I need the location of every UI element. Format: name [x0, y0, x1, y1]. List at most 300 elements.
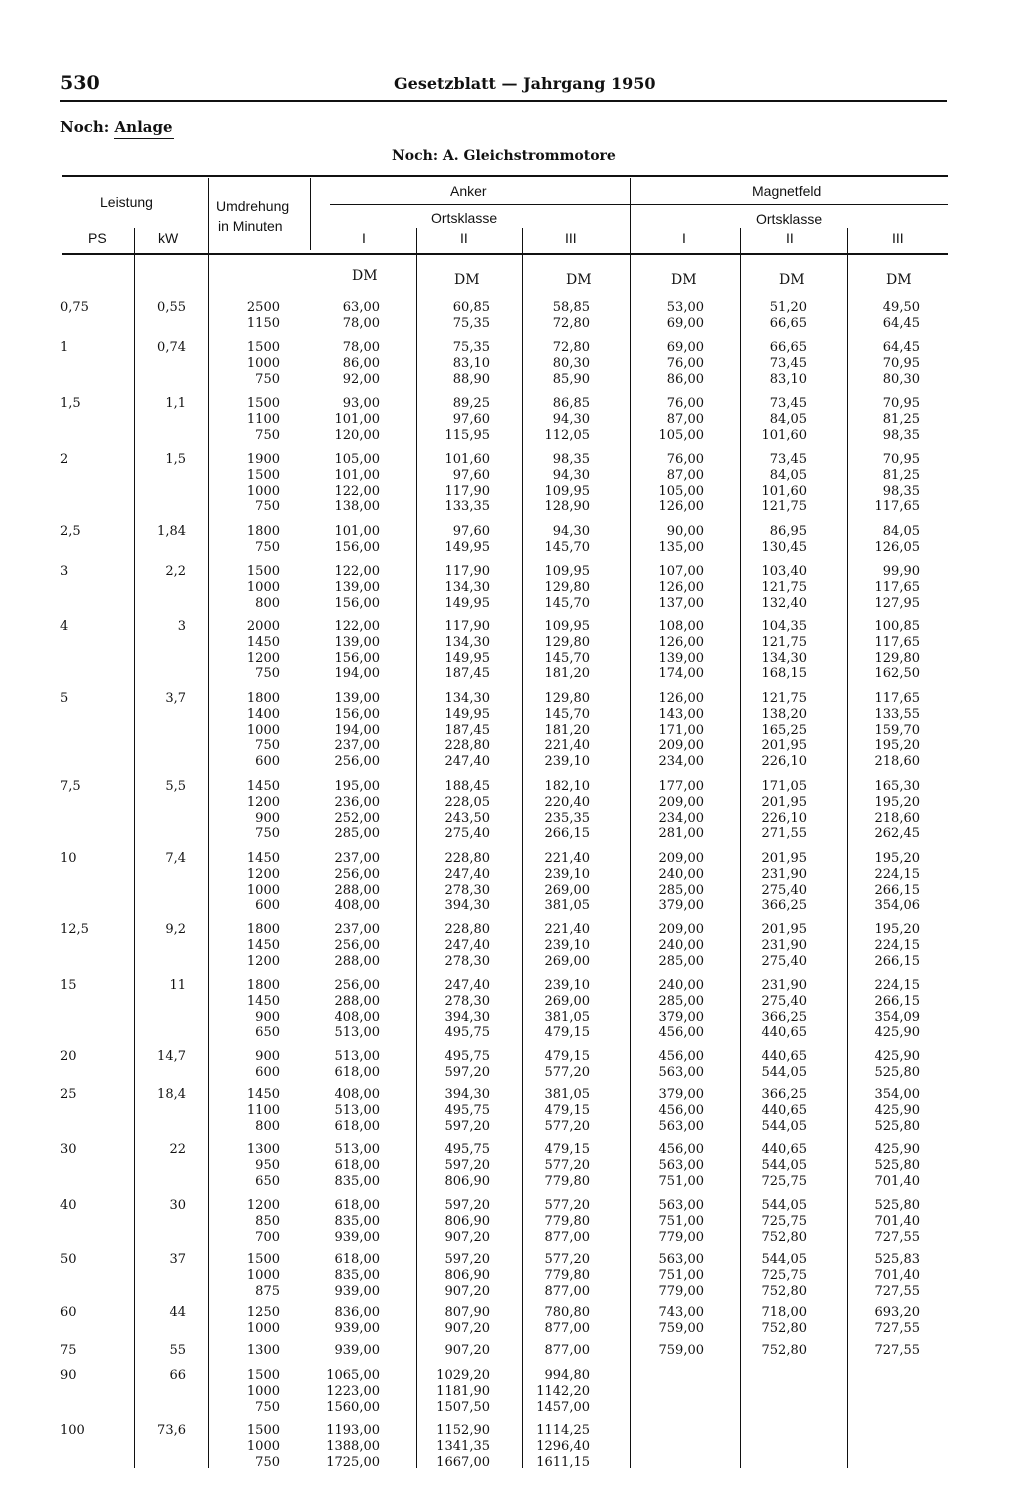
- anker-class-i-price: 256,00: [334, 866, 380, 882]
- anker-class-ii-price: 117,90: [444, 619, 490, 634]
- annex-label: Anlage: [114, 118, 173, 136]
- anker-class-i-price: 618,00: [334, 1064, 380, 1080]
- anker-class-iii-price: 877,00: [544, 1320, 590, 1336]
- magnetfeld-class-ii-price: 275,40: [761, 993, 807, 1009]
- anker-class-iii-price-column: [528, 452, 590, 515]
- anker-class-i-price: 836,00: [334, 1305, 380, 1320]
- anker-class-iii-price: 381,05: [544, 898, 590, 914]
- anker-class-iii-price: 577,20: [544, 1157, 590, 1173]
- anker-class-iii-price: 577,20: [544, 1064, 590, 1080]
- anker-class-iii-price: 182,10: [544, 779, 590, 794]
- anker-class-ii-price-column: [420, 1049, 490, 1081]
- magnetfeld-class-iii-price-column: [850, 1049, 920, 1081]
- anker-class-ii-price: 278,30: [444, 953, 490, 969]
- magnetfeld-class-i-price: 86,00: [666, 371, 704, 387]
- rpm-cell: 1000: [246, 579, 280, 595]
- anker-class-iii-price: 112,05: [544, 427, 590, 443]
- currency-label-mag-iii: DM: [886, 272, 912, 288]
- ps-cell: 10: [60, 851, 77, 866]
- rpm-cell: 650: [255, 1173, 280, 1189]
- magnetfeld-class-ii-price-column: [742, 978, 807, 1041]
- magnetfeld-class-iii-price: 159,70: [874, 722, 920, 738]
- anker-ortsklasse-header: Ortsklasse: [431, 210, 498, 226]
- rpm-cell: 1800: [246, 524, 280, 539]
- rpm-cell: 1450: [246, 779, 280, 794]
- running-head: Gesetzblatt — Jahrgang 1950: [394, 74, 656, 93]
- magnetfeld-class-iii-price: 70,95: [882, 396, 920, 411]
- anker-class-i-price: 86,00: [342, 355, 380, 371]
- magnetfeld-class-iii-price: 224,15: [874, 866, 920, 882]
- anker-class-iii-price: 85,90: [552, 371, 590, 387]
- magnetfeld-class-ii-price-column: [742, 1198, 807, 1245]
- kw-header: kW: [158, 230, 179, 246]
- magnetfeld-class-i-price-column: [636, 1087, 704, 1134]
- anker-class-ii-price: 394,30: [444, 898, 490, 914]
- magnetfeld-class-iii-price: 70,95: [882, 355, 920, 371]
- kw-cell: 14,7: [157, 1049, 186, 1064]
- anker-class-i-price: 618,00: [334, 1118, 380, 1134]
- rpm-cell: 1800: [246, 978, 280, 993]
- ps-cell: 3: [60, 564, 69, 579]
- magnetfeld-class-ii-price: 121,75: [761, 691, 807, 706]
- magnetfeld-class-iii-price: 126,05: [874, 539, 920, 555]
- magnetfeld-class-i-price: 456,00: [658, 1025, 704, 1041]
- magnetfeld-class-iii-price: 80,30: [882, 371, 920, 387]
- magnetfeld-class-i-price: 126,00: [658, 579, 704, 595]
- anker-class-i-price: 122,00: [334, 564, 380, 579]
- anker-class-iii-price-column: [528, 1343, 590, 1359]
- kw-cell: 5,5: [165, 779, 186, 794]
- anker-class-iii-price: 479,15: [544, 1049, 590, 1064]
- magnetfeld-class-i-price: 135,00: [658, 539, 704, 555]
- ps-kw-divider: [134, 228, 135, 1468]
- anker-class-iii-price-column: [528, 779, 590, 842]
- anker-class-i-price-column: [316, 452, 380, 515]
- magnetfeld-class-ii-price: 366,25: [761, 898, 807, 914]
- magnetfeld-class-ii-price-column: [742, 340, 807, 387]
- magnetfeld-class-ii-price: 84,05: [769, 467, 807, 483]
- rpm-cell: 700: [255, 1229, 280, 1245]
- rpm-cell: 1400: [246, 706, 280, 722]
- anker-class-ii-header: II: [460, 230, 468, 246]
- magnetfeld-class-iii-price: 129,80: [874, 650, 920, 666]
- anker-class-i-price-column: [316, 1142, 380, 1189]
- anker-class-i-price-column: [316, 1305, 380, 1337]
- rpm-cell-column: [210, 1368, 280, 1415]
- anker-class-iii-price: 479,15: [544, 1025, 590, 1041]
- ortsklasse-rule: [330, 204, 948, 205]
- magnetfeld-class-ii-price: 86,95: [769, 524, 807, 539]
- magnetfeld-class-iii-price: 701,40: [874, 1267, 920, 1283]
- magnetfeld-class-ii-price: 73,45: [769, 452, 807, 467]
- anker-class-ii-price: 907,20: [444, 1229, 490, 1245]
- magnetfeld-class-iii-price: 354,09: [874, 1009, 920, 1025]
- rpm-cell: 1200: [246, 953, 280, 969]
- magnetfeld-class-iii-price-column: [850, 1305, 920, 1337]
- rpm-cell-column: [210, 851, 280, 914]
- magnetfeld-class-i-price: 240,00: [658, 866, 704, 882]
- header-bottom-rule: [62, 253, 948, 255]
- magnetfeld-class-i-price: 126,00: [658, 499, 704, 515]
- magnetfeld-class-iii-price-column: [850, 922, 920, 969]
- magnetfeld-class-iii-price-column: [850, 300, 920, 332]
- magnetfeld-class-i-price: 87,00: [666, 411, 704, 427]
- anker-class-iii-price: 239,10: [544, 866, 590, 882]
- magnetfeld-class-i-price-column: [636, 396, 704, 443]
- magnetfeld-class-iii-price: 49,50: [882, 300, 920, 315]
- rpm-cell: 1450: [246, 993, 280, 1009]
- anker-class-ii-price-column: [420, 396, 490, 443]
- magnetfeld-class-ii-price-column: [742, 922, 807, 969]
- ps-cell: 7,5: [60, 779, 81, 794]
- magnetfeld-class-iii-price: 117,65: [874, 634, 920, 650]
- magnetfeld-class-ii-price: 752,80: [761, 1343, 807, 1358]
- magnetfeld-class-i-price-column: [636, 564, 704, 611]
- rpm-cell: 600: [255, 1064, 280, 1080]
- magnetfeld-class-ii-price: 201,95: [761, 922, 807, 937]
- magnetfeld-class-iii-price-column: [850, 1087, 920, 1134]
- anker-class-i-price: 256,00: [334, 937, 380, 953]
- magnetfeld-class-i-price: 105,00: [658, 427, 704, 443]
- magnetfeld-class-ii-price: 168,15: [761, 666, 807, 682]
- magnetfeld-class-ii-price-column: [742, 396, 807, 443]
- anker-class-iii-price: 779,80: [544, 1173, 590, 1189]
- rpm-cell: 1450: [246, 937, 280, 953]
- anker-class-ii-price: 134,30: [444, 691, 490, 706]
- anker-class-ii-price: 247,40: [444, 754, 490, 770]
- magnetfeld-class-ii-price: 84,05: [769, 411, 807, 427]
- magnetfeld-class-ii-price: 201,95: [761, 794, 807, 810]
- magnetfeld-class-i-price-column: [636, 619, 704, 682]
- rpm-cell: 600: [255, 898, 280, 914]
- magnetfeld-class-iii-price: 99,90: [882, 564, 920, 579]
- magnetfeld-class-i-price: 240,00: [658, 937, 704, 953]
- mag-class-ii-header: II: [786, 230, 794, 246]
- rpm-cell: 1200: [246, 1198, 280, 1213]
- anker-class-i-price-column: [316, 978, 380, 1041]
- anker-class-i-price-column: [316, 1368, 380, 1415]
- magnetfeld-class-ii-price-column: [742, 619, 807, 682]
- anker-class-i-price: 92,00: [342, 371, 380, 387]
- anker-class-ii-price: 806,90: [444, 1213, 490, 1229]
- anker-class-i-price-column: [316, 851, 380, 914]
- anker-class-iii-price-column: [528, 396, 590, 443]
- rpm-cell: 2000: [246, 619, 280, 634]
- magnetfeld-class-iii-price: 70,95: [882, 452, 920, 467]
- anker-class-iii-price: 877,00: [544, 1229, 590, 1245]
- rpm-cell-column: [210, 564, 280, 611]
- anker-class-ii-price-column: [420, 1305, 490, 1337]
- anker-class-iii-price: 479,15: [544, 1142, 590, 1157]
- anker-class-i-price: 288,00: [334, 993, 380, 1009]
- magnetfeld-class-iii-price-column: [850, 779, 920, 842]
- magnetfeld-class-iii-price-column: [850, 1343, 920, 1359]
- rpm-cell: 1000: [246, 355, 280, 371]
- anker-ii-iii-divider: [522, 228, 523, 1468]
- anker-class-i-price: 156,00: [334, 595, 380, 611]
- magnetfeld-class-iii-price-column: [850, 396, 920, 443]
- magnetfeld-header: Magnetfeld: [752, 183, 822, 199]
- magnetfeld-class-i-price-column: [636, 1142, 704, 1189]
- anker-class-ii-price-column: [420, 1087, 490, 1134]
- anker-class-ii-price-column: [420, 300, 490, 332]
- rpm-cell: 1000: [246, 1383, 280, 1399]
- rpm-cell: 750: [255, 738, 280, 754]
- anker-class-i-header: I: [362, 230, 366, 246]
- magnetfeld-class-i-price: 143,00: [658, 706, 704, 722]
- anker-class-i-price: 939,00: [334, 1320, 380, 1336]
- ps-cell: 25: [60, 1087, 77, 1102]
- anker-class-ii-price-column: [420, 691, 490, 770]
- magnetfeld-class-i-price: 759,00: [658, 1320, 704, 1336]
- magnetfeld-class-ii-price-column: [742, 1305, 807, 1337]
- magnetfeld-class-i-price-column: [636, 978, 704, 1041]
- magnetfeld-class-iii-price: 354,06: [874, 898, 920, 914]
- magnetfeld-class-i-price-column: [636, 691, 704, 770]
- anker-class-ii-price: 187,45: [444, 666, 490, 682]
- magnetfeld-class-iii-price-column: [850, 1142, 920, 1189]
- anker-class-i-price-column: [316, 922, 380, 969]
- anker-class-ii-price: 228,80: [444, 738, 490, 754]
- ps-cell: 12,5: [60, 922, 89, 937]
- anker-class-ii-price-column: [420, 779, 490, 842]
- magnetfeld-class-i-price-column: [636, 300, 704, 332]
- table-top-rule: [62, 175, 948, 177]
- magnetfeld-class-ii-price: 718,00: [761, 1305, 807, 1320]
- magnetfeld-class-ii-price: 752,80: [761, 1320, 807, 1336]
- magnetfeld-class-iii-price-column: [850, 619, 920, 682]
- rpm-cell: 750: [255, 666, 280, 682]
- rpm-cell: 600: [255, 754, 280, 770]
- ps-cell: 0,75: [60, 300, 89, 315]
- kw-cell: 66: [169, 1368, 186, 1383]
- magnetfeld-class-ii-price: 66,65: [769, 315, 807, 331]
- anker-class-iii-price: 221,40: [544, 922, 590, 937]
- magnetfeld-class-i-price: 563,00: [658, 1118, 704, 1134]
- magnetfeld-class-i-price: 69,00: [666, 340, 704, 355]
- magnetfeld-class-iii-price: 266,15: [874, 882, 920, 898]
- magnetfeld-class-i-price: 285,00: [658, 953, 704, 969]
- anker-class-ii-price: 495,75: [444, 1049, 490, 1064]
- magnetfeld-class-ii-price-column: [742, 1343, 807, 1359]
- anker-class-iii-price: 239,10: [544, 978, 590, 993]
- anker-class-ii-price: 149,95: [444, 595, 490, 611]
- rpm-cell: 2500: [246, 300, 280, 315]
- anker-class-ii-price: 907,20: [444, 1343, 490, 1358]
- anker-class-iii-price-column: [528, 340, 590, 387]
- magnetfeld-class-i-price-column: [636, 779, 704, 842]
- ps-cell: 1,5: [60, 396, 81, 411]
- rpm-cell-column: [210, 1087, 280, 1134]
- magnetfeld-class-ii-price-column: [742, 851, 807, 914]
- anker-class-i-price: 139,00: [334, 634, 380, 650]
- anker-class-ii-price: 275,40: [444, 826, 490, 842]
- kw-cell: 0,74: [157, 340, 186, 355]
- kw-cell: 11: [169, 978, 186, 993]
- anker-class-iii-price: 72,80: [552, 315, 590, 331]
- anker-class-ii-price: 807,90: [444, 1305, 490, 1320]
- rpm-cell: 1000: [246, 1267, 280, 1283]
- umdrehung-divider-left: [208, 178, 209, 1468]
- magnetfeld-class-ii-price: 366,25: [761, 1087, 807, 1102]
- magnetfeld-class-iii-price-column: [850, 340, 920, 387]
- magnetfeld-class-ii-price-column: [742, 1049, 807, 1081]
- anker-class-i-price: 288,00: [334, 882, 380, 898]
- anker-class-ii-price: 1507,50: [436, 1399, 490, 1415]
- anker-class-iii-price: 72,80: [552, 340, 590, 355]
- anker-class-iii-price-column: [528, 1368, 590, 1415]
- magnetfeld-class-ii-price-column: [742, 1252, 807, 1299]
- magnetfeld-class-i-price: 285,00: [658, 882, 704, 898]
- magnetfeld-class-iii-price: 525,80: [874, 1198, 920, 1213]
- leistung-header: Leistung: [100, 194, 153, 210]
- magnetfeld-class-ii-price: 231,90: [761, 978, 807, 993]
- magnetfeld-class-ii-price: 752,80: [761, 1229, 807, 1245]
- magnetfeld-class-ii-price: 544,05: [761, 1252, 807, 1267]
- anker-class-iii-price: 129,80: [544, 691, 590, 706]
- magnetfeld-class-i-price: 209,00: [658, 794, 704, 810]
- magnetfeld-class-i-price: 379,00: [658, 898, 704, 914]
- magnetfeld-class-i-price: 107,00: [658, 564, 704, 579]
- anker-class-iii-price: 269,00: [544, 882, 590, 898]
- magnetfeld-class-i-price: 379,00: [658, 1087, 704, 1102]
- anker-class-ii-price-column: [420, 922, 490, 969]
- magnetfeld-class-i-price: 53,00: [666, 300, 704, 315]
- anker-class-i-price: 139,00: [334, 579, 380, 595]
- rpm-cell-column: [210, 1305, 280, 1337]
- magnetfeld-class-ii-price: 201,95: [761, 851, 807, 866]
- ps-cell: 15: [60, 978, 77, 993]
- magnetfeld-class-i-price: 126,00: [658, 634, 704, 650]
- magnetfeld-class-iii-price-column: [850, 452, 920, 515]
- rpm-cell-column: [210, 1198, 280, 1245]
- anker-class-ii-price: 149,95: [444, 539, 490, 555]
- anker-class-i-price-column: [316, 1252, 380, 1299]
- magnetfeld-class-ii-price: 104,35: [761, 619, 807, 634]
- anker-class-i-price-column: [316, 779, 380, 842]
- magnetfeld-class-i-price: 76,00: [666, 396, 704, 411]
- magnetfeld-class-i-price-column: [636, 452, 704, 515]
- magnetfeld-class-iii-price: 133,55: [874, 706, 920, 722]
- kw-cell: 1,1: [165, 396, 186, 411]
- magnetfeld-class-iii-price: 727,55: [874, 1283, 920, 1299]
- magnetfeld-class-iii-price: 117,65: [874, 579, 920, 595]
- anker-class-i-price-column: [316, 1087, 380, 1134]
- magnetfeld-class-iii-price: 117,65: [874, 499, 920, 515]
- magnetfeld-class-ii-price: 752,80: [761, 1283, 807, 1299]
- ps-cell: 40: [60, 1198, 77, 1213]
- anker-class-i-price: 513,00: [334, 1049, 380, 1064]
- magnetfeld-class-iii-price: 425,90: [874, 1025, 920, 1041]
- magnetfeld-class-iii-price: 224,15: [874, 978, 920, 993]
- anker-class-i-price: 101,00: [334, 411, 380, 427]
- magnetfeld-class-iii-price: 727,55: [874, 1343, 920, 1358]
- rpm-cell: 1200: [246, 794, 280, 810]
- ps-cell: 5: [60, 691, 69, 706]
- rpm-cell-column: [210, 1049, 280, 1081]
- magnetfeld-class-ii-price-column: [742, 1142, 807, 1189]
- anker-class-iii-price: 877,00: [544, 1343, 590, 1358]
- rpm-cell: 1250: [246, 1305, 280, 1320]
- kw-cell: 0,55: [157, 300, 186, 315]
- ps-cell: 20: [60, 1049, 77, 1064]
- anker-class-iii-header: III: [565, 230, 577, 246]
- anker-class-iii-price: 269,00: [544, 993, 590, 1009]
- page-number: 530: [60, 72, 100, 94]
- anker-class-ii-price: 134,30: [444, 579, 490, 595]
- anker-class-ii-price-column: [420, 978, 490, 1041]
- anker-class-ii-price: 188,45: [444, 779, 490, 794]
- rpm-cell-column: [210, 396, 280, 443]
- anker-class-ii-price: 228,80: [444, 851, 490, 866]
- kw-cell: 1,5: [165, 452, 186, 467]
- anker-class-i-price: 194,00: [334, 722, 380, 738]
- anker-header: Anker: [450, 183, 487, 199]
- kw-cell: 18,4: [157, 1087, 186, 1102]
- anker-class-i-price: 63,00: [342, 300, 380, 315]
- anker-class-ii-price: 133,35: [444, 499, 490, 515]
- rpm-cell-column: [210, 300, 280, 332]
- anker-class-ii-price: 97,60: [452, 411, 490, 427]
- kw-cell: 3: [177, 619, 186, 634]
- rpm-cell: 1000: [246, 882, 280, 898]
- anker-class-ii-price: 495,75: [444, 1142, 490, 1157]
- magnetfeld-class-i-price: 126,00: [658, 691, 704, 706]
- rpm-cell: 750: [255, 499, 280, 515]
- magnetfeld-class-ii-price-column: [742, 564, 807, 611]
- magnetfeld-class-i-price: 456,00: [658, 1049, 704, 1064]
- anker-class-iii-price: 145,70: [544, 539, 590, 555]
- kw-cell: 22: [169, 1142, 186, 1157]
- anker-class-iii-price-column: [528, 851, 590, 914]
- magnetfeld-class-ii-price: 544,05: [761, 1198, 807, 1213]
- anker-class-iii-price: 877,00: [544, 1283, 590, 1299]
- magnetfeld-class-i-price: 108,00: [658, 619, 704, 634]
- magnetfeld-class-ii-price: 366,25: [761, 1009, 807, 1025]
- anker-class-i-price: 138,00: [334, 499, 380, 515]
- kw-cell: 37: [169, 1252, 186, 1267]
- kw-cell: 30: [169, 1198, 186, 1213]
- magnetfeld-class-ii-price-column: [742, 452, 807, 515]
- anker-class-ii-price: 134,30: [444, 634, 490, 650]
- anker-class-iii-price: 94,30: [552, 411, 590, 427]
- umdrehung-divider-right: [310, 178, 311, 250]
- rpm-cell-column: [210, 779, 280, 842]
- magnetfeld-class-ii-price: 226,10: [761, 810, 807, 826]
- rpm-cell-column: [210, 1142, 280, 1189]
- anker-class-i-price-column: [316, 396, 380, 443]
- anker-class-i-price: 93,00: [342, 396, 380, 411]
- ps-cell: 2,5: [60, 524, 81, 539]
- magnetfeld-class-ii-price: 231,90: [761, 866, 807, 882]
- anker-class-i-price: 1065,00: [326, 1368, 380, 1383]
- anker-class-i-price: 1560,00: [326, 1399, 380, 1415]
- anker-class-i-price: 513,00: [334, 1142, 380, 1157]
- anker-class-iii-price: 269,00: [544, 953, 590, 969]
- anker-class-iii-price: 221,40: [544, 738, 590, 754]
- anker-class-i-price: 618,00: [334, 1157, 380, 1173]
- magnetfeld-class-i-price: 139,00: [658, 650, 704, 666]
- magnetfeld-class-i-price-column: [636, 1252, 704, 1299]
- anker-class-iii-price: 145,70: [544, 706, 590, 722]
- magnetfeld-class-i-price: 177,00: [658, 779, 704, 794]
- magnetfeld-class-iii-price-column: [850, 524, 920, 556]
- mag-ii-iii-divider: [847, 228, 848, 1468]
- magnetfeld-class-i-price: 563,00: [658, 1252, 704, 1267]
- magnetfeld-class-ii-price: 121,75: [761, 634, 807, 650]
- rpm-cell: 750: [255, 371, 280, 387]
- magnetfeld-class-i-price: 743,00: [658, 1305, 704, 1320]
